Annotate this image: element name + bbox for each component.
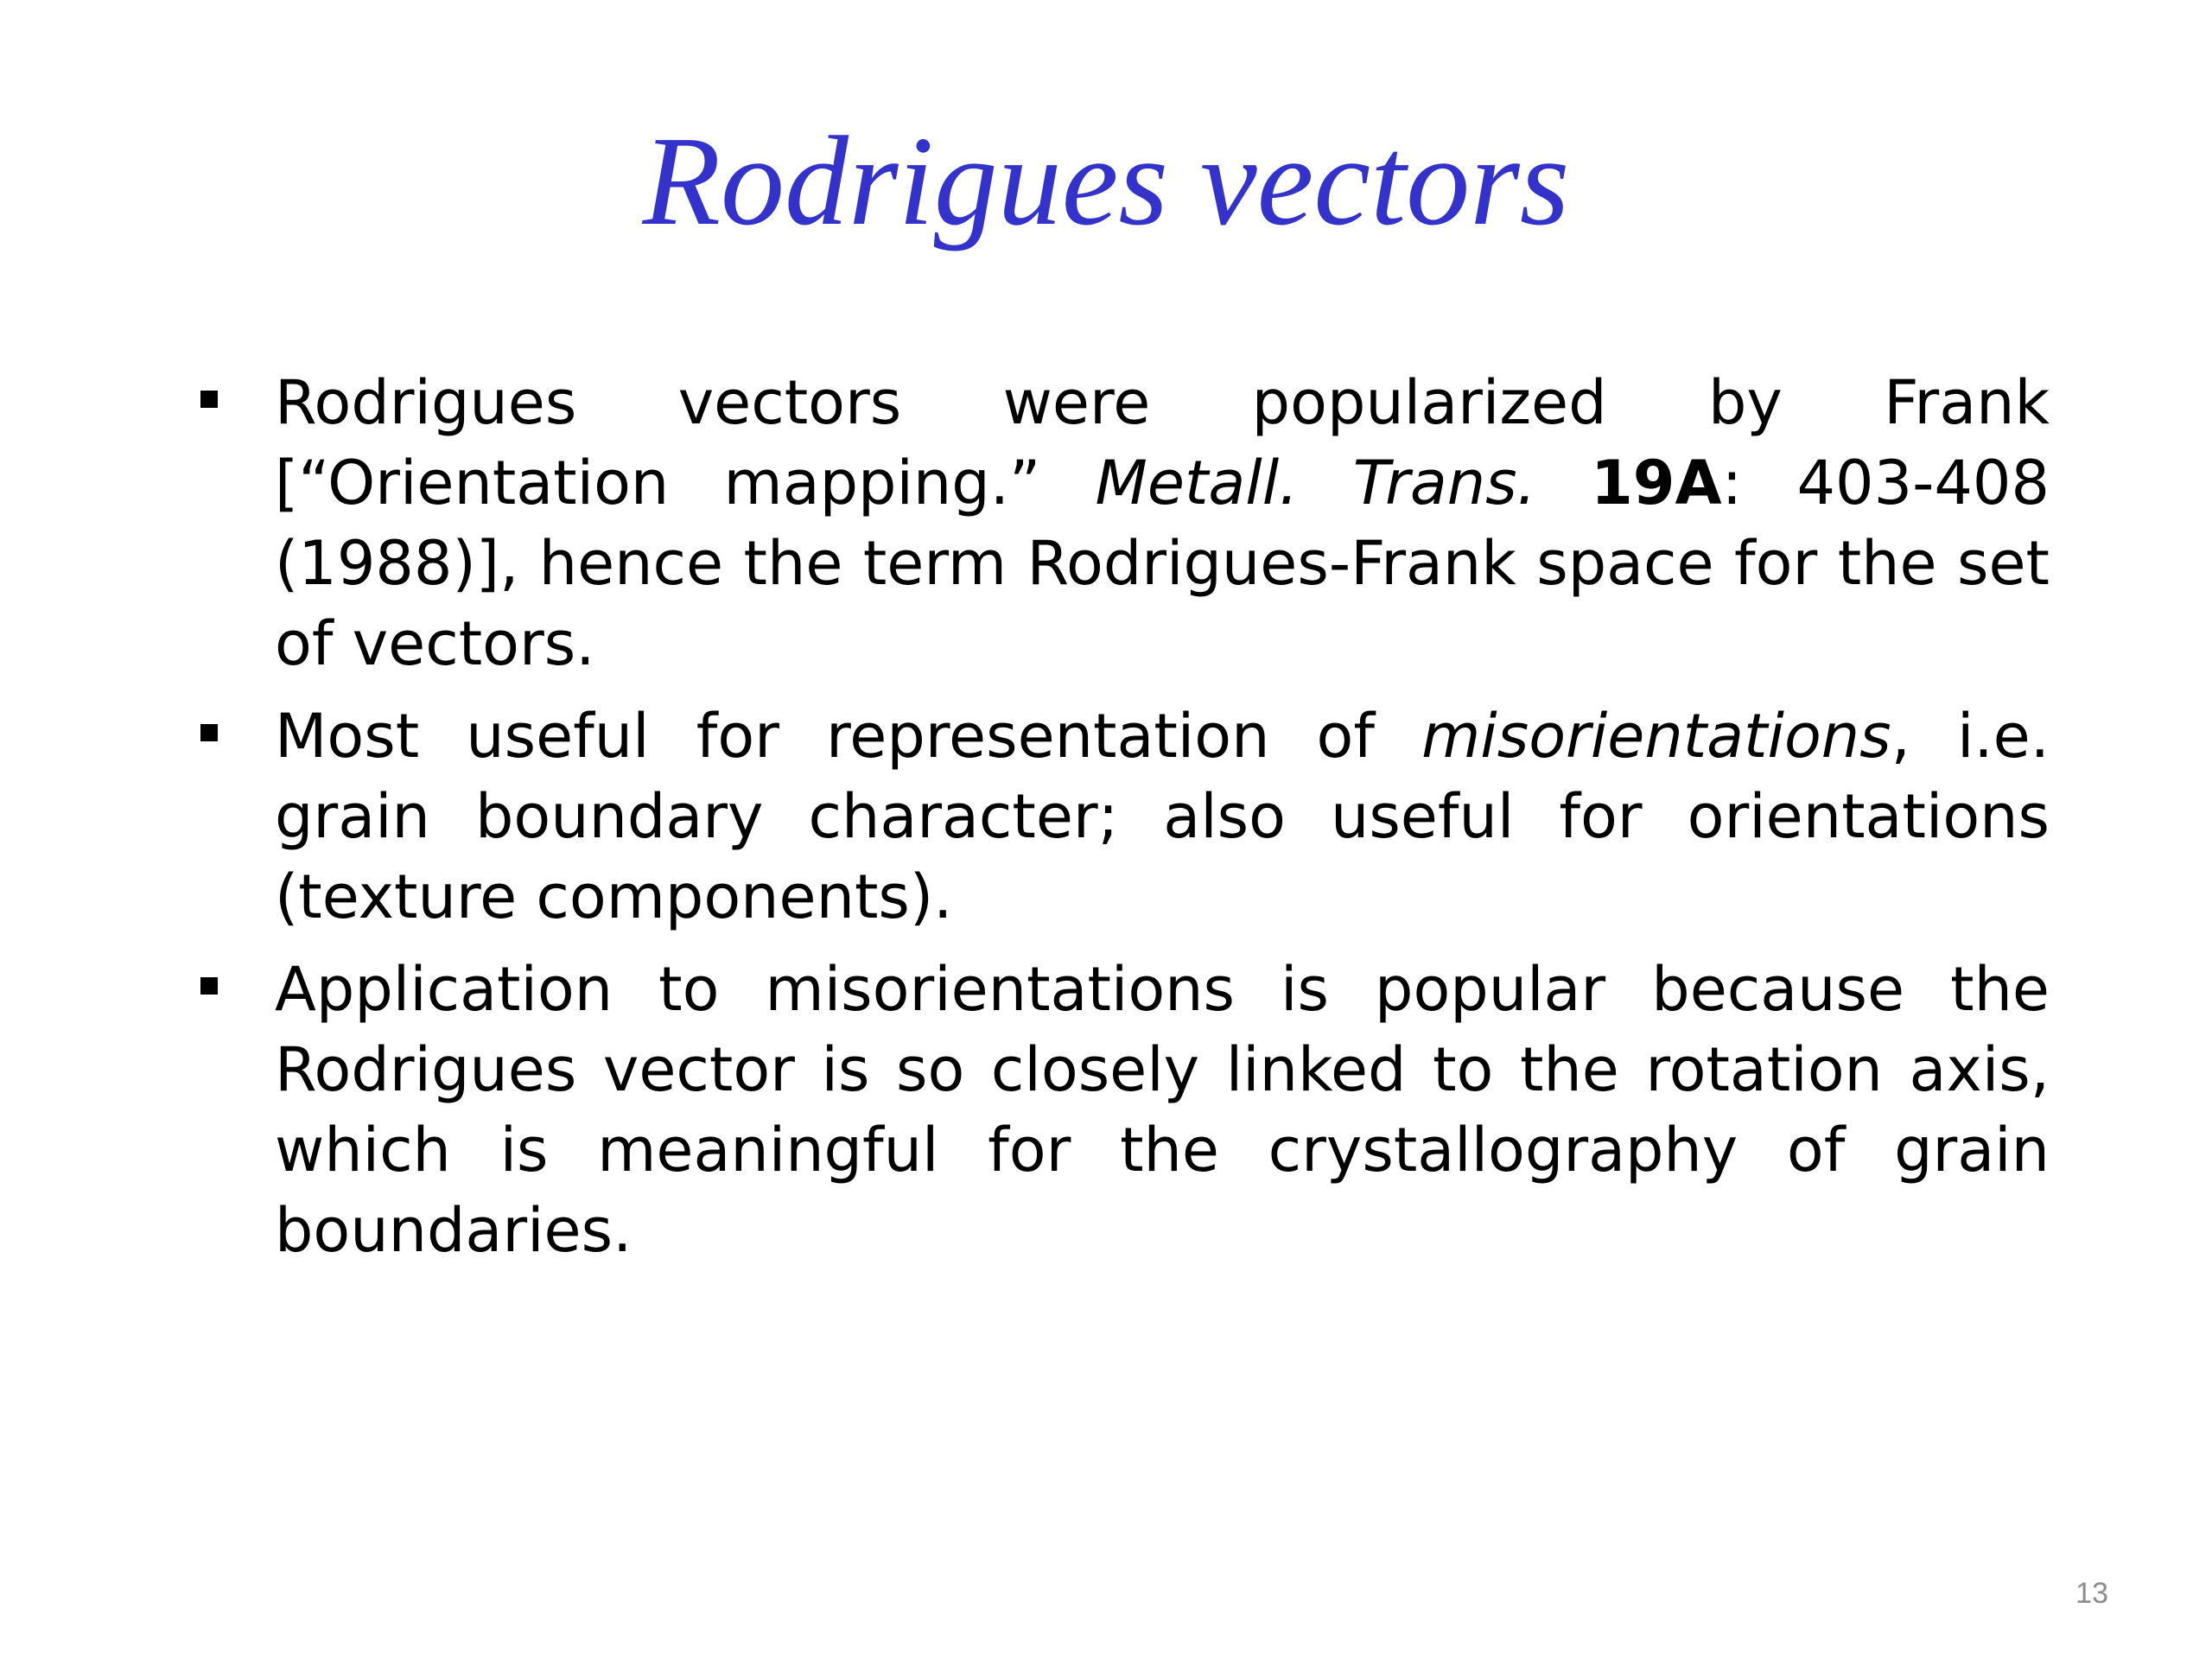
emphasis-term: misorientations [1421, 701, 1891, 772]
square-bullet-icon [200, 977, 218, 995]
journal-name: Metall. Trans. [1095, 448, 1536, 518]
bullet-list [200, 363, 2050, 1283]
bullet-text: , i.e. grain boundary character; also useful for orientations (texture components). [275, 701, 2050, 932]
journal-volume: 19A [1591, 448, 1722, 518]
bullet-text [1536, 448, 1591, 518]
square-bullet-icon [200, 391, 218, 408]
bullet-item-application [200, 950, 2050, 1271]
page-number: 13 [2075, 1577, 2108, 1610]
bullet-text: Application to misorientations is popular because the Rodrigues vector is so closely linked to the rotation axis, which is meaningful for the crystallography of grain boundaries. [275, 954, 2050, 1266]
square-bullet-icon [200, 724, 218, 741]
bullet-item-frank [200, 363, 2050, 684]
slide-title: Rodrigues vectors [642, 111, 1570, 252]
bullet-text: Rodrigues vectors were popularized by Frank [“Orientation mapping.” [275, 367, 2050, 518]
bullet-item-misorientations [200, 696, 2050, 938]
bullet-text: Most useful for representation of [275, 701, 1422, 772]
bullet-text: : 403-408 (1988)], hence the term Rodrigues-Frank space for the set of vectors. [275, 448, 2050, 679]
